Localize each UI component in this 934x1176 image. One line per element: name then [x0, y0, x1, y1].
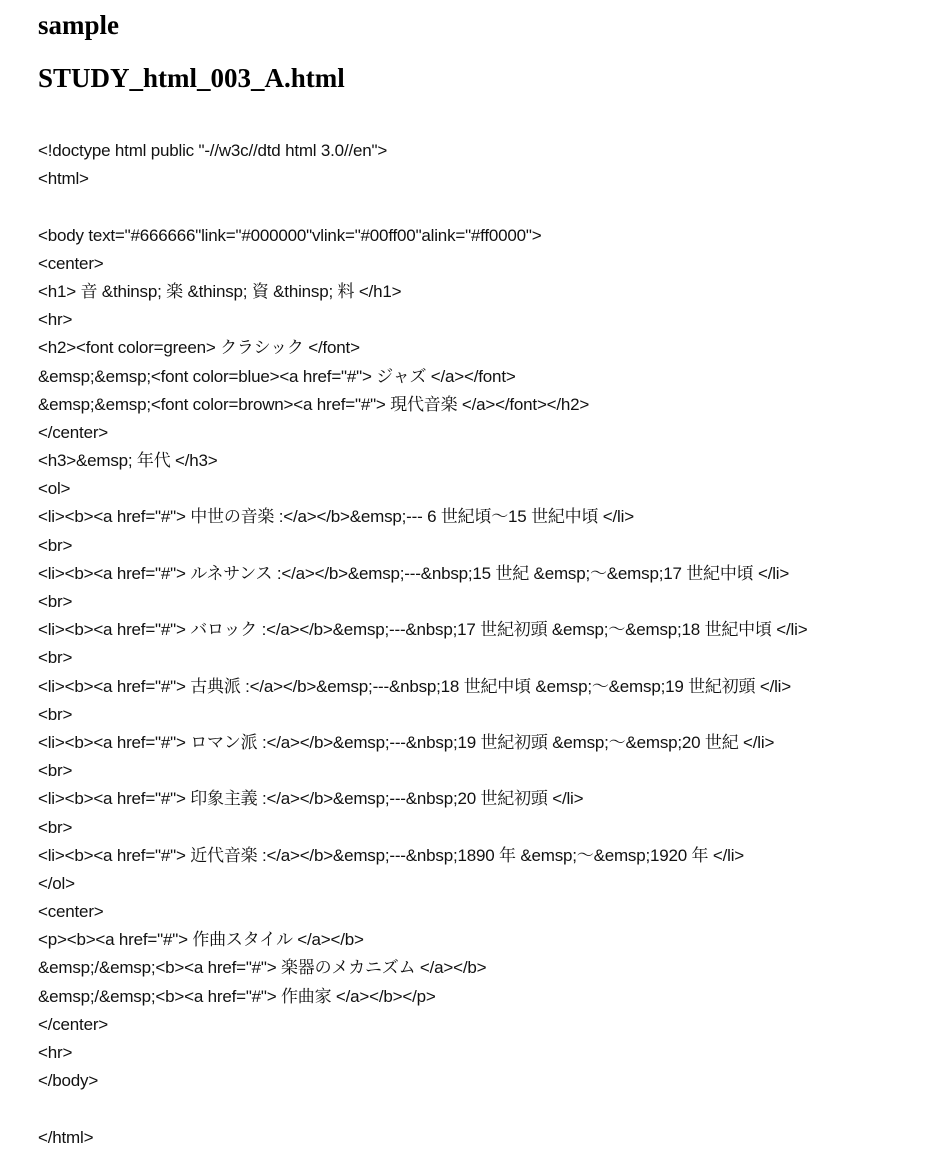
- document-page: [38, 0, 918, 1152]
- source-code-line: </ol>: [38, 873, 75, 893]
- source-code-line: <html>: [38, 169, 89, 189]
- source-code-line: <br>: [38, 817, 73, 837]
- document-filename: STUDY_html_003_A.html: [38, 63, 345, 93]
- source-code-line: <br>: [38, 761, 73, 781]
- source-code-line: </center>: [38, 422, 109, 442]
- source-code-line: <h2><font color=green> クラシック </font>: [38, 338, 360, 358]
- source-code-line: &emsp;&emsp;<font color=brown><a href="#"> 現代音楽 </a></font></h2>: [38, 394, 590, 414]
- source-code-line: </html>: [38, 1127, 94, 1147]
- source-code-line: [38, 193, 918, 221]
- source-code-line: <br>: [38, 535, 73, 555]
- source-code-line: &emsp;/&emsp;<b><a href="#"> 作曲家 </a></b></p>: [38, 986, 436, 1006]
- source-code-line: <h3>&emsp; 年代 </h3>: [38, 451, 218, 471]
- source-code-line: <li><b><a href="#"> ロマン派 :</a></b>&emsp;---&nbsp;19 世紀初頭 &emsp;〜&emsp;20 世紀 </li>: [38, 732, 775, 752]
- source-code-line: <br>: [38, 648, 73, 668]
- source-code-line: <h1> 音 &thinsp; 楽 &thinsp; 資 &thinsp; 料 </h1>: [38, 281, 402, 301]
- source-code-line: <br>: [38, 704, 73, 724]
- source-code-line: <br>: [38, 592, 73, 611]
- source-code-line: &emsp;/&emsp;<b><a href="#"> 楽器のメカニズム </a></b>: [38, 958, 487, 978]
- source-code-line: <p><b><a href="#"> 作曲スタイル </a></b>: [38, 930, 364, 950]
- source-code-line: <li><b><a href="#"> バロック :</a></b>&emsp;---&nbsp;17 世紀初頭 &emsp;〜&emsp;18 世紀中頃 </li>: [38, 620, 808, 640]
- source-code-line: <body text="#666666"link="#000000"vlink="#00ff00"alink="#ff0000">: [38, 225, 542, 245]
- source-code-line: <hr>: [38, 310, 73, 330]
- source-code-line: <ol>: [38, 479, 71, 499]
- source-code-line: <center>: [38, 253, 104, 273]
- document-title: sample: [38, 10, 119, 40]
- source-code-line: <hr>: [38, 1043, 73, 1062]
- source-code-line: <li><b><a href="#"> 近代音楽 :</a></b>&emsp;---&nbsp;1890 年 &emsp;〜&emsp;1920 年 </li>: [38, 845, 745, 865]
- source-code-line: <li><b><a href="#"> 古典派 :</a></b>&emsp;---&nbsp;18 世紀中頃 &emsp;〜&emsp;19 世紀初頭 </li>: [38, 676, 791, 696]
- source-code-line: </center>: [38, 1014, 109, 1034]
- source-code-line: [38, 1095, 918, 1123]
- source-code-line: <li><b><a href="#"> ルネサンス :</a></b>&emsp;---&nbsp;15 世紀 &emsp;〜&emsp;17 世紀中頃 </li>: [38, 563, 790, 583]
- source-code-line: <li><b><a href="#"> 印象主義 :</a></b>&emsp;---&nbsp;20 世紀初頭 </li>: [38, 789, 584, 809]
- source-code-listing: [38, 137, 918, 1152]
- source-code-line: </body>: [38, 1071, 99, 1091]
- source-code-line: <!doctype html public "-//w3c//dtd html 3.0//en">: [38, 141, 388, 160]
- source-code-line: &emsp;&emsp;<font color=blue><a href="#"> ジャズ </a></font>: [38, 366, 516, 386]
- source-code-line: <li><b><a href="#"> 中世の音楽 :</a></b>&emsp;--- 6 世紀頃〜15 世紀中頃 </li>: [38, 507, 634, 527]
- source-code-line: <center>: [38, 902, 104, 922]
